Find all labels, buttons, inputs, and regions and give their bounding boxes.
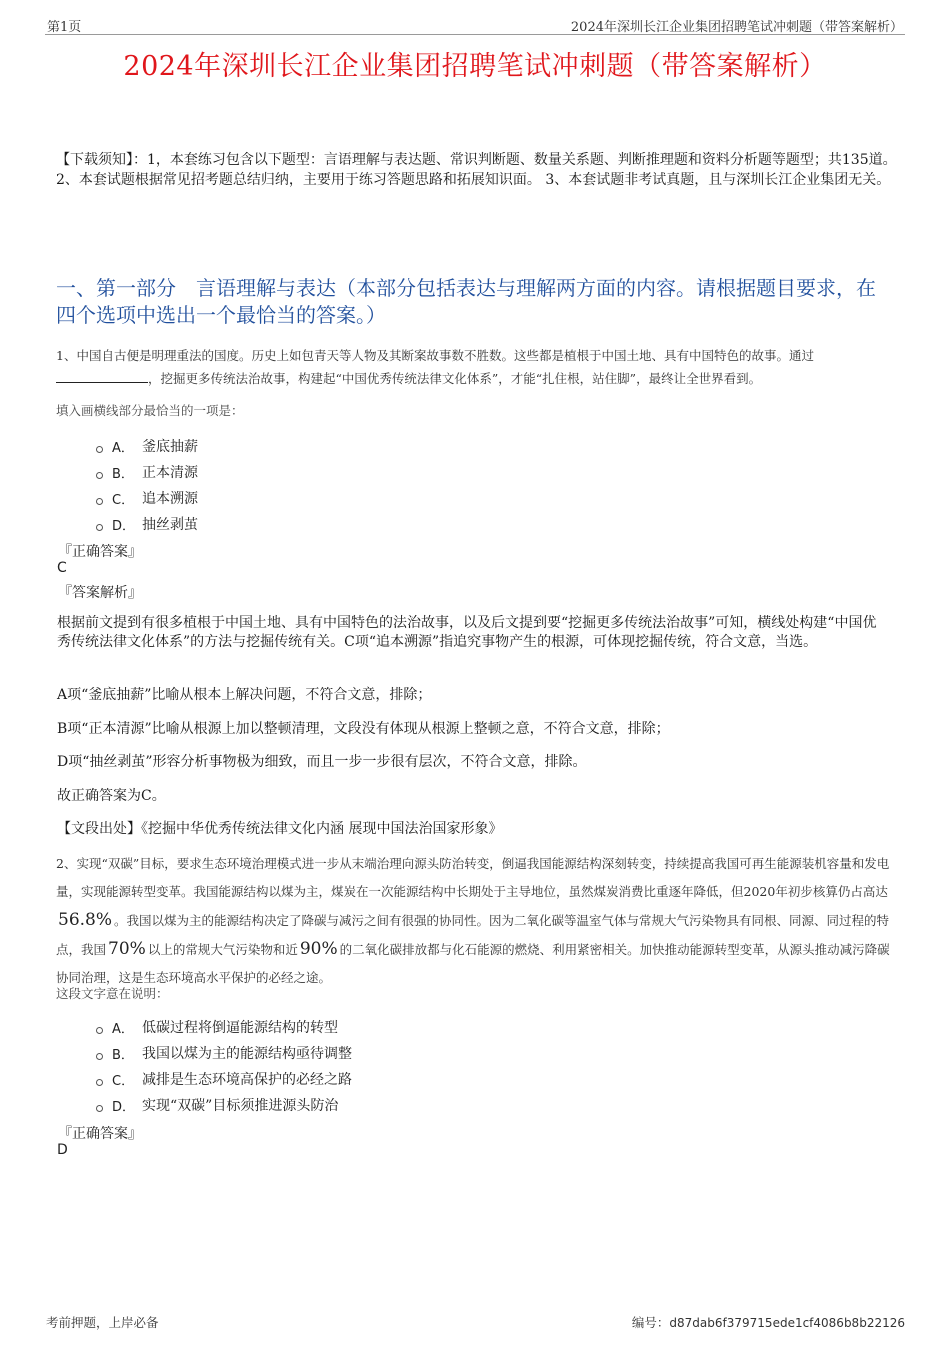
correct-answer-label: 『正确答案』: [58, 1126, 142, 1142]
option-b[interactable]: B． 我国以煤为主的能源结构亟待调整: [96, 1040, 352, 1066]
page-header: [45, 14, 905, 35]
question-1-text-before: 1、中国自古便是明理重法的国度。历史上如包青天等人物及其断案故事数不胜数。这些都是植根于中国土地、具有中国特色的故事。通过: [56, 348, 814, 363]
question-2-options: [96, 1014, 352, 1118]
question-1-text-after: ，挖掘更多传统法治故事，构建起“中国优秀传统法律文化体系”，才能“扎住根，站住脚”，最终让全世界看到。: [148, 371, 762, 386]
option-d[interactable]: D． 实现“双碳”目标须推进源头防治: [96, 1092, 352, 1118]
running-title: 2024年深圳长江企业集团招聘笔试冲刺题（带答案解析）: [570, 20, 903, 35]
question-1-options: [96, 433, 198, 537]
document-id-label: 编号：: [631, 1315, 670, 1330]
radio-icon[interactable]: [96, 1053, 103, 1060]
radio-icon[interactable]: [96, 446, 103, 453]
answer-blank: [56, 368, 148, 383]
question-1-prompt: 填入画横线部分最恰当的一项是：: [56, 403, 244, 418]
option-c[interactable]: C． 追本溯源: [96, 485, 198, 511]
question-2-prompt: 这段文字意在说明：: [56, 986, 169, 1001]
analysis-label: 『答案解析』: [58, 585, 142, 601]
radio-icon[interactable]: [96, 1079, 103, 1086]
option-d[interactable]: D． 抽丝剥茧: [96, 511, 198, 537]
text-source: 【文段出处】《挖掘中华优秀传统法律文化内涵 展现中国法治国家形象》: [57, 821, 503, 837]
question-2-text: 2、实现“双碳”目标，要求生态环境治理模式进一步从末端治理向源头防治转变，倒逼我国能源结构深刻转变，持续提高我国可再生能源装机容量和发电量，实现能源转型变革。我国能源结构以煤为主，煤炭在一次能源结构中长期处于主导地位，虽然煤炭消费比重逐年降低，但2020年初步核算仍占高达56.8% 。我国以煤为主的能源结构决定了降碳与减污之间有很强的协同性。因为二氧化碳等温室气体与常规大气污染物具有同根、同源、同过程的特点，我国 70% 以上的常规大气污染物和近 90% 的二氧化碳排放都与化石能源的燃烧、利用紧密相关。加快推动能源转型变革，从源头推动减污降碳协同治理，这是生态环境高水平保护的必经之途。: [56, 856, 890, 985]
question-1-text: [56, 344, 900, 390]
radio-icon[interactable]: [96, 524, 103, 531]
option-b[interactable]: B． 正本清源: [96, 459, 198, 485]
option-c[interactable]: C． 减排是生态环境高保护的必经之路: [96, 1066, 352, 1092]
section-heading: 一、第一部分 言语理解与表达（本部分包括表达与理解两方面的内容。请根据题目要求，在四个选项中选出一个最恰当的答案。）: [56, 276, 876, 327]
download-notice: 【下载须知】：1，本套练习包含以下题型：言语理解与表达题、常识判断题、数量关系题、判断推理题和资料分析题等题型；共135道。 2、本套试题根据常见招考题总结归纳，主要用于练习答题思路和拓展知识面。 3、本套试题非考试真题，且与深圳长江企业集团无关。: [56, 152, 897, 188]
percentage-value: 70%: [108, 939, 146, 959]
analysis-option-d: D项“抽丝剥茧”形容分析事物极为细致，而且一步一步很有层次，不符合文意，排除。: [57, 754, 587, 770]
radio-icon[interactable]: [96, 498, 103, 505]
analysis-conclusion: 故正确答案为C。: [57, 788, 166, 804]
correct-answer: D: [57, 1142, 68, 1158]
correct-answer: C: [57, 560, 67, 576]
radio-icon[interactable]: [96, 1105, 103, 1112]
analysis-option-a: A项“釜底抽薪”比喻从根本上解决问题，不符合文意，排除；: [57, 687, 432, 703]
radio-icon[interactable]: [96, 1027, 103, 1034]
option-a[interactable]: A． 釜底抽薪: [96, 433, 198, 459]
footer-document-id: [632, 1313, 905, 1331]
document-title: 2024年深圳长江企业集团招聘笔试冲刺题（带答案解析）: [123, 51, 827, 82]
analysis-option-b: B项“正本清源”比喻从根源上加以整顿清理，文段没有体现从根源上整顿之意，不符合文意，排除；: [57, 721, 670, 737]
page-number: 第1页: [47, 20, 82, 35]
radio-icon[interactable]: [96, 472, 103, 479]
percentage-value: 90%: [299, 939, 338, 959]
document-id: d87dab6f379715ede1cf4086b8b22126: [669, 1316, 905, 1330]
analysis-paragraph: 根据前文提到有很多植根于中国土地、具有中国特色的法治故事，以及后文提到要“挖掘更多传统法治故事”可知，横线处构建“中国优秀传统法律文化体系”的方法与挖掘传统有关。C项“追本溯源”指追究事物产生的根源，可体现挖掘传统，符合文意，当选。: [57, 615, 877, 650]
option-a[interactable]: A． 低碳过程将倒逼能源结构的转型: [96, 1014, 352, 1040]
footer-slogan: 考前押题，上岸必备: [46, 1315, 159, 1330]
percentage-value: 56.8%: [58, 910, 113, 930]
correct-answer-label: 『正确答案』: [58, 544, 142, 560]
